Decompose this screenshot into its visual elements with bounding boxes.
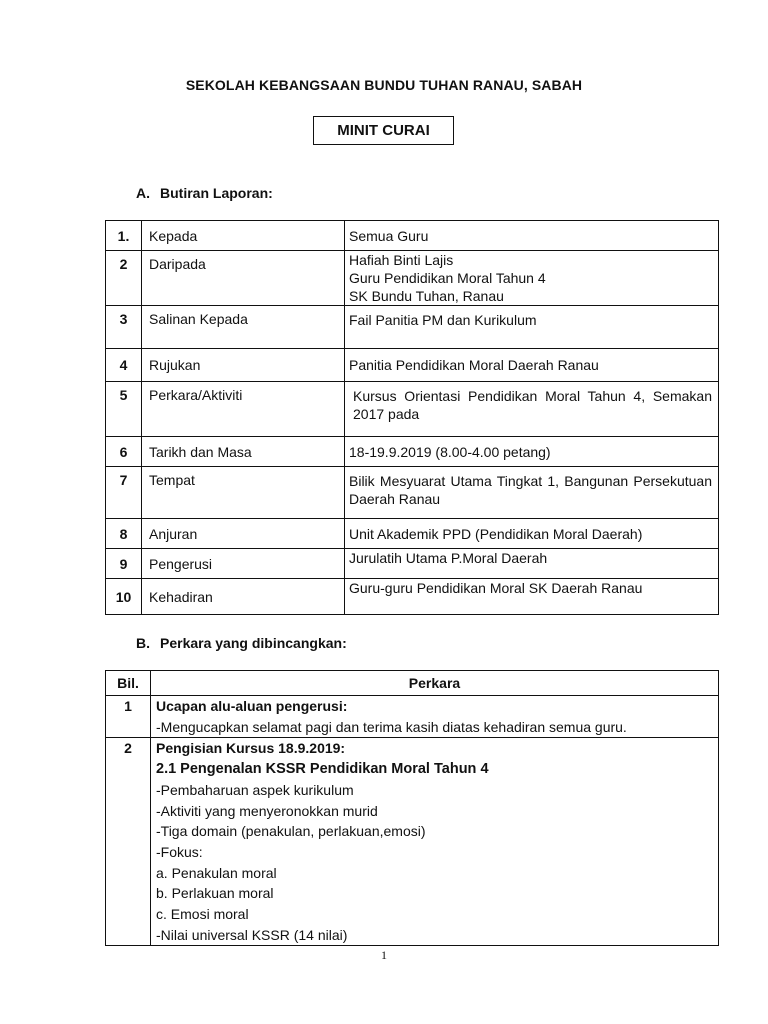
row-value — [345, 349, 719, 382]
table-row — [106, 519, 719, 549]
row-value — [345, 306, 719, 349]
item-heading: Pengisian Kursus 18.9.2019: — [156, 740, 346, 757]
value-line: Guru-guru Pendidikan Moral SK Daerah Ranau — [349, 580, 643, 596]
table-row — [106, 549, 719, 579]
row-value — [345, 437, 719, 467]
section-a-heading — [136, 185, 273, 201]
document-title — [313, 116, 454, 145]
row-label: Tarikh dan Masa — [142, 437, 345, 467]
value-line: Bilik Mesyuarat Utama Tingkat 1, Bangunan Persekutuan Daerah Ranau — [349, 473, 712, 507]
row-number: 8 — [106, 519, 142, 549]
item-line: -Mengucapkan selamat pagi dan terima kasih diatas kehadiran semua guru. — [156, 718, 627, 735]
section-b-title: Perkara yang dibincangkan: — [160, 635, 347, 651]
row-label: Rujukan — [142, 349, 345, 382]
table-row — [106, 349, 719, 382]
item-line: b. Perlakuan moral — [156, 885, 274, 902]
item-heading: Ucapan alu-aluan pengerusi: — [156, 698, 348, 714]
item-line: -Aktiviti yang menyeronokkan murid — [156, 802, 378, 819]
table-header-row — [106, 671, 719, 696]
row-number: 1. — [106, 221, 142, 251]
row-label: Tempat — [142, 467, 345, 519]
row-value — [345, 549, 719, 579]
item-line: -Fokus: — [156, 843, 203, 860]
row-number: 7 — [106, 467, 142, 519]
row-value — [345, 382, 719, 437]
report-details-table — [105, 220, 719, 615]
row-value — [345, 251, 719, 306]
table-row — [106, 251, 719, 306]
value-line: Semua Guru — [349, 227, 429, 244]
section-a-title: Butiran Laporan: — [160, 185, 273, 201]
value-line: Hafiah Binti Lajis — [349, 252, 454, 268]
row-number: 9 — [106, 549, 142, 579]
table-row — [106, 579, 719, 615]
item-line: -Nilai universal KSSR (14 nilai) — [156, 926, 348, 943]
section-b-heading — [136, 635, 347, 651]
row-value — [345, 519, 719, 549]
row-label: Kepada — [142, 221, 345, 251]
table-row — [106, 696, 719, 738]
value-line: SK Bundu Tuhan, Ranau — [349, 288, 504, 304]
section-a-letter: A. — [136, 185, 150, 201]
value-line: 18-19.9.2019 (8.00-4.00 petang) — [349, 443, 551, 460]
row-label: Anjuran — [142, 519, 345, 549]
value-line: Guru Pendidikan Moral Tahun 4 — [349, 270, 546, 286]
row-number: 5 — [106, 382, 142, 437]
section-b-letter: B. — [136, 635, 150, 651]
row-label: Perkara/Aktiviti — [142, 382, 345, 437]
table-row — [106, 467, 719, 519]
row-number: 6 — [106, 437, 142, 467]
row-label: Salinan Kepada — [142, 306, 345, 349]
document-title-text: MINIT CURAI — [337, 122, 430, 139]
item-line: -Tiga domain (penakulan, perlakuan,emosi) — [156, 823, 426, 840]
row-number: 4 — [106, 349, 142, 382]
row-label: Kehadiran — [142, 579, 345, 615]
row-bil: 1 — [106, 696, 151, 738]
school-name: SEKOLAH KEBANGSAAN BUNDU TUHAN RANAU, SABAH — [185, 77, 583, 93]
row-bil: 2 — [106, 738, 151, 946]
item-line: c. Emosi moral — [156, 906, 249, 923]
row-content — [151, 696, 719, 738]
page-number: 1 — [381, 948, 387, 962]
row-label: Pengerusi — [142, 549, 345, 579]
item-line: -Pembaharuan aspek kurikulum — [156, 781, 354, 798]
row-number: 2 — [106, 251, 142, 306]
row-number: 3 — [106, 306, 142, 349]
value-line: Kursus Orientasi Pendidikan Moral Tahun 4, Semakan 2017 pada — [353, 388, 712, 422]
table-row — [106, 221, 719, 251]
row-value — [345, 467, 719, 519]
row-value — [345, 579, 719, 615]
value-line: Jurulatih Utama P.Moral Daerah — [349, 550, 548, 566]
row-content — [151, 738, 719, 946]
row-number: 10 — [106, 579, 142, 615]
value-line: Fail Panitia PM dan Kurikulum — [349, 312, 537, 328]
value-line: Unit Akademik PPD (Pendidikan Moral Daerah) — [349, 525, 643, 542]
table-row — [106, 306, 719, 349]
table-row — [106, 382, 719, 437]
value-line: Panitia Pendidikan Moral Daerah Ranau — [349, 357, 599, 373]
row-label: Daripada — [142, 251, 345, 306]
column-header-perkara: Perkara — [151, 671, 719, 696]
item-subheading: 2.1 Pengenalan KSSR Pendidikan Moral Tahun 4 — [156, 761, 489, 778]
table-row — [106, 437, 719, 467]
discussion-table — [105, 670, 719, 946]
table-row — [106, 738, 719, 946]
row-value — [345, 221, 719, 251]
item-line: a. Penakulan moral — [156, 864, 277, 881]
column-header-bil: Bil. — [106, 671, 151, 696]
